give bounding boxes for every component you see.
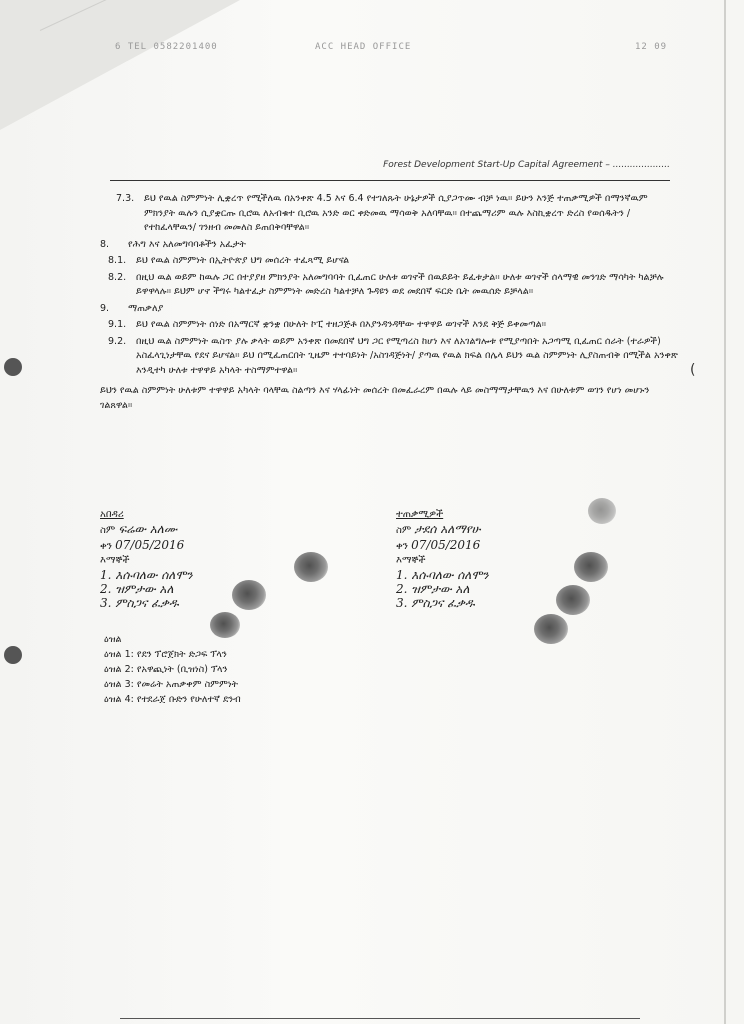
- thumbprint: [232, 580, 266, 610]
- bottom-rule: [120, 1018, 640, 1019]
- clause-text: ማጠቃለያ: [128, 302, 164, 314]
- beneficiary-date-handwritten: 07/05/2016: [411, 538, 481, 552]
- clause-text: ይህ የዉል ስምምነት ሊቋረጥ የሚችለዉ በአንቀጽ 4.5 እና 6.4 የተገለጹት ሁኔታዎች ሲያጋጥሙ ብቻ ነዉ። ይሁን እንጅ ተጠቃሚዎች በማንኛዉም ምክንያት ዉሉን ሲያቋርጡ ቢሮዉ ለአብቁተ ቢሮዉ አንድ ወር ቀድመዉ ማሳወቅ አለባቸዉ። በተጨማሪም ዉሉ እስኪቋረጥ ድረስ የወሰዱትን /የተከፈላቸዉን/ ገንዘብ መመለስ ይጠበቅባቸዋል።: [144, 193, 648, 233]
- thumbprint: [534, 614, 568, 644]
- thumbprint: [574, 552, 608, 582]
- beneficiary-witness-3: 3. ምስጋና ፈቃዱ: [396, 596, 475, 610]
- clause-8: [100, 238, 680, 253]
- lender-witness-1: 1. እሱባለው ሰለሞን: [100, 568, 193, 582]
- beneficiary-witness-2: 2. ዝምታው አለ: [396, 582, 470, 596]
- thumbprint: [556, 585, 590, 615]
- clause-text: ይህ የዉል ስምምነት በኢትዮጵያ ህግ መሰረት ተፈጻሚ ይሆናል: [136, 255, 350, 266]
- clause-8-1: [100, 254, 680, 269]
- margin-mark: (: [690, 362, 696, 378]
- beneficiary-name-handwritten: ታደሰ አለማየሁ: [414, 522, 481, 536]
- punch-hole-top: [4, 358, 22, 376]
- lender-witness-2: 2. ዝምታው አለ: [100, 582, 174, 596]
- annex-item: ዕዝል 4: የተደራጀ ቡድን የሁለተኛ ደንብ: [104, 694, 241, 705]
- thumbprint: [588, 498, 616, 524]
- lender-witness-3: 3. ምስጋና ፈቃዱ: [100, 596, 179, 610]
- beneficiary-witness-1: 1. እሱባለው ሰለሞን: [396, 568, 489, 582]
- clause-number: 8.: [100, 238, 110, 250]
- fax-header-right: 12 09: [635, 42, 668, 52]
- fax-header-center: ACC HEAD OFFICE: [315, 42, 412, 52]
- annex-item: ዕዝል 1: የደን ፕሮጀክት ድጋፍ ፕላን: [104, 649, 227, 660]
- clause-text: በዚህ ዉል ስምምነት ዉስጥ ያሉ ቃላት ወይም አንቀጽ በመደበኛ ህግ ጋር የሚጣረስ ከሆነ እና ለአገልግሎቱ የሚያጣበት አጋጣሚ ቢፈጠር ሰራት (ተራዎች) አስፈላጊነታቸዉ የደና ይሆናል። ይህ በሚፈጠርበት ጊዜም ተተባይነት /አስገዳጅነት/ ያጣዉ የዉል ክፍል በሌላ ይህን ዉል ስምምነት ሊያስጠብቅ በሚችል አንቀጽ እንዲተካ ሁለቱ ተዋዋይ አካላት ተስማምተዋል።: [136, 335, 678, 376]
- page-fold: [0, 0, 240, 130]
- beneficiary-date-line: ቀን 07/05/2016: [396, 538, 481, 552]
- lender-date-line: ቀን 07/05/2016: [100, 538, 185, 552]
- clause-text: ይህ የዉል ስምምነት ሰነድ በአማርኛ ቋንቋ በሁለት ኮፒ ተዘጋጅቶ በእያንዳንዳቸው ተዋዋይ ወገኖች እንደ ቅጅ ይቀመጣል።: [136, 319, 547, 330]
- fax-header-left: 6 TEL 0582201400: [115, 42, 218, 52]
- beneficiary-heading: ተጠቃሚዎች: [396, 509, 444, 520]
- beneficiary-witness-label: እማኞች: [396, 555, 426, 566]
- annex-item: ዕዝል 3: የመሬት አጠቃቀም ስምምነት: [104, 679, 239, 690]
- thumbprint: [294, 552, 328, 582]
- closing-paragraph: ይህን የዉል ስምምነት ሁለቱም ተዋዋይ አካላት ባላቸዉ ስልጣን እና ሃላፊነት መሰረት በመፈራረም በዉሉ ላይ መስማማታቸዉን እና በሁለቱም ወገን የሆነ መሆኑን ገልጸዋል።: [100, 385, 650, 411]
- clause-7-3: [100, 192, 680, 236]
- clause-9-2: [100, 335, 680, 379]
- clause-number: 9.: [100, 302, 110, 314]
- lender-signature-block: [100, 508, 320, 610]
- clause-number: 9.2.: [108, 335, 127, 347]
- clause-number: 8.1.: [108, 255, 127, 266]
- document-header: Forest Development Start-Up Capital Agreement – ....................: [110, 160, 670, 181]
- lender-name-handwritten: ፍሬው አለሙ: [118, 522, 178, 536]
- clause-9: [100, 302, 680, 317]
- clause-9-1: [100, 318, 680, 333]
- page-edge: [724, 0, 726, 1024]
- agreement-body: [100, 190, 680, 413]
- punch-hole-bottom: [4, 646, 22, 664]
- beneficiary-name-line: ስም ታደሰ አለማየሁ: [396, 522, 481, 536]
- clause-text: በዚህ ዉል ወይም ከዉሉ ጋር በተያያዘ ምክንያት አለመግባባት ቢፈጠር ሁለቱ ወገኖች በዉይይት ይፈቱታል። ሁለቱ ወገኖች ሰላማዊ መንገድ ማሳካት ካልቻሉ ይዋዋላሉ። ይህም ሆኖ ችግሩ ካልተፈታ ስምምነት መድረስ ካልተቻለ ጉዳዩን ወደ መደበኛ ፍርድ ቤት መዉሰድ ይቻላል።: [136, 271, 664, 297]
- clause-text: የሕግ እና አለመግባባቶችን አፈታት: [128, 238, 246, 250]
- lender-heading: አበዳሪ: [100, 509, 124, 520]
- lender-date-handwritten: 07/05/2016: [115, 538, 185, 552]
- annex-label: ዕዝል: [104, 634, 122, 645]
- clause-number: 8.2.: [108, 271, 127, 283]
- annex-list: [104, 632, 241, 707]
- clause-number: 9.1.: [108, 319, 127, 330]
- fax-header: [115, 42, 715, 56]
- annex-item: ዕዝል 2: የአዋጪነት (ቢዝነስ) ፕላን: [104, 664, 228, 675]
- clause-8-2: [100, 271, 680, 300]
- lender-name-line: ስም ፍሬው አለሙ: [100, 522, 178, 536]
- clause-number: 7.3.: [116, 193, 135, 204]
- lender-witness-label: እማኞች: [100, 555, 130, 566]
